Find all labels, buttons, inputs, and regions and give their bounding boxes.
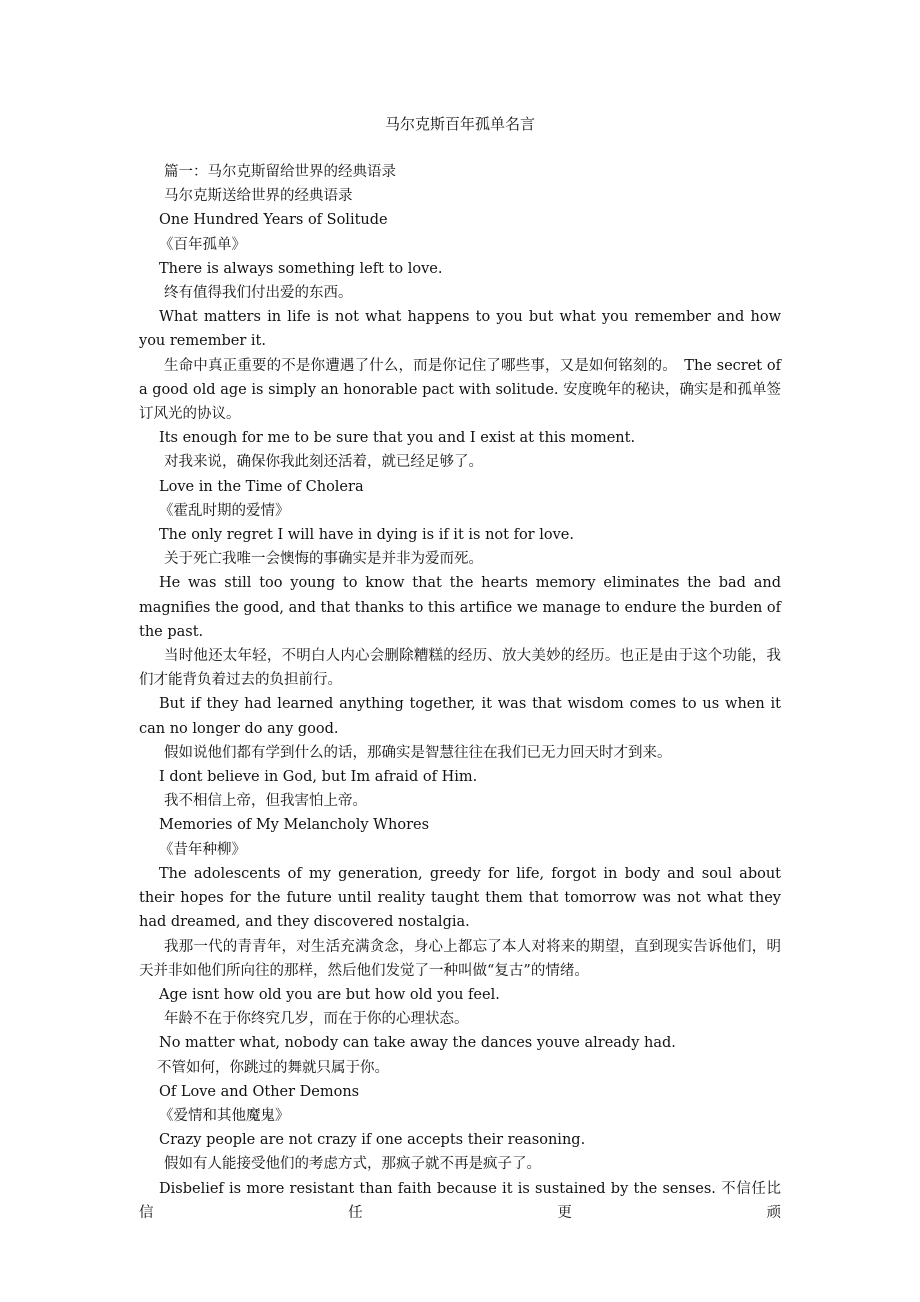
book-title-en: Memories of My Melancholy Whores bbox=[159, 817, 430, 834]
quote-en: What matters in life is not what happens to you but what you remember and how you remember it. bbox=[139, 309, 781, 350]
quote-zh: 我不相信上帝，但我害怕上帝。 bbox=[164, 793, 367, 810]
quote-zh: 假如说他们都有学到什么的话，那确实是智慧往往在我们已无力回天时才到来。 bbox=[164, 744, 672, 761]
quote-zh: 对我来说，确保你我此刻还活着，就已经足够了。 bbox=[164, 454, 483, 471]
book-title-zh: 《霍乱时期的爱情》 bbox=[159, 502, 290, 519]
document-title: 马尔克斯百年孤单名言 bbox=[384, 115, 535, 133]
quote-en: I dont believe in God, but Im afraid of Him. bbox=[159, 769, 478, 786]
quote-en: Its enough for me to be sure that you and I exist at this moment. bbox=[159, 430, 636, 447]
quote-en: He was still too young to know that the hearts memory eliminates the bad and magnifies the good, and that thanks to this artifice we manage to endure the burden of the past. bbox=[139, 575, 781, 640]
quote-mixed: Disbelief is more resistant than faith because it is sustained by the senses. 不信任比信任更顽 bbox=[139, 1180, 781, 1221]
section-heading: 篇一：马尔克斯留给世界的经典语录 bbox=[164, 164, 396, 180]
quote-zh: 我那一代的青青年，对生活充满贪念，身心上都忘了本人对将来的期望，直到现实告诉他们，明天并非如他们所向往的那样，然后他们发觉了一种叫做“复古”的情绪。 bbox=[139, 938, 781, 979]
book-title-zh: 《昔年种柳》 bbox=[159, 841, 246, 858]
quote-mixed: 生命中真正重要的不是你遭遇了什么，而是你记住了哪些事，又是如何铭刻的。 The secret of a good old age is simply an honorable pact with solitude. 安度晚年的秘诀，确实是和孤单签订风光的协议。 bbox=[139, 357, 781, 423]
book-title-en: One Hundred Years of Solitude bbox=[159, 212, 388, 229]
quote-en: There is always something left to love. bbox=[159, 260, 443, 277]
book-title-zh: 《爱情和其他魔鬼》 bbox=[159, 1107, 290, 1124]
book-title-en: Of Love and Other Demons bbox=[159, 1083, 360, 1100]
document-body bbox=[139, 160, 781, 1221]
quote-en: Age isnt how old you are but how old you feel. bbox=[159, 986, 500, 1003]
quote-en: But if they had learned anything together, it was that wisdom comes to us when it can no longer do any good. bbox=[139, 696, 781, 737]
quote-en: No matter what, nobody can take away the dances youve already had. bbox=[159, 1035, 676, 1052]
book-title-zh: 《百年孤单》 bbox=[159, 236, 246, 253]
quote-en: The only regret I will have in dying is if it is not for love. bbox=[159, 527, 574, 544]
book-title-en: Love in the Time of Cholera bbox=[159, 478, 364, 495]
subheading: 马尔克斯送给世界的经典语录 bbox=[164, 188, 353, 205]
quote-zh: 年龄不在于你终究几岁，而在于你的心理状态。 bbox=[164, 1011, 469, 1028]
quote-en: Crazy people are not crazy if one accepts their reasoning. bbox=[159, 1132, 586, 1149]
quote-zh: 不管如何，你跳过的舞就只属于你。 bbox=[157, 1059, 389, 1076]
quote-en: The adolescents of my generation, greedy for life, forgot in body and soul about their hopes for the future until reality taught them that tomorrow was not what they had dreamed, and they discovered nostalgia. bbox=[139, 865, 781, 931]
quote-zh: 当时他还太年轻，不明白人内心会删除糟糕的经历、放大美妙的经历。也正是由于这个功能，我们才能背负着过去的负担前行。 bbox=[139, 648, 781, 689]
quote-zh: 假如有人能接受他们的考虑方式，那疯子就不再是疯子了。 bbox=[164, 1156, 541, 1173]
quote-zh: 关于死亡我唯一会懊悔的事确实是并非为爱而死。 bbox=[164, 551, 483, 568]
quote-zh: 终有值得我们付出爱的东西。 bbox=[164, 285, 353, 302]
